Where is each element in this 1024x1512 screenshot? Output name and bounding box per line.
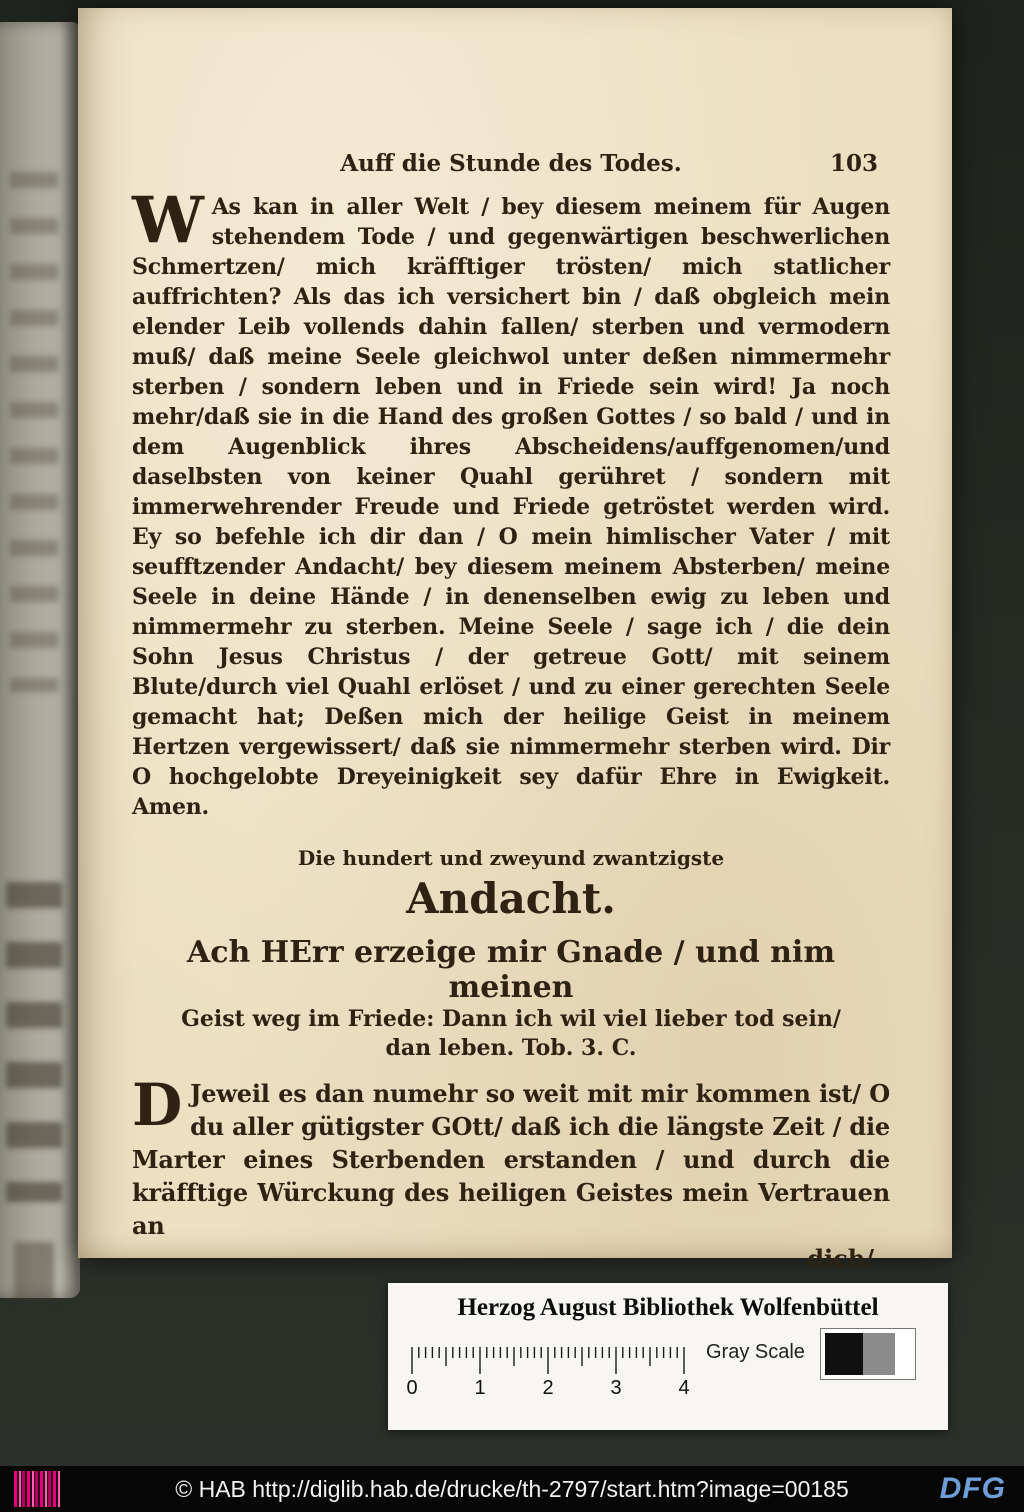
verse-line: Ach HErr erzeige mir Gnade / und nim meinen — [186, 935, 836, 1005]
ghost-bleedthrough-text — [10, 172, 58, 692]
drop-cap-w: W — [132, 183, 204, 258]
library-name: Herzog August Bibliothek Wolfenbüttel — [457, 1294, 879, 1321]
calibration-card — [388, 1283, 948, 1430]
devotion-text: Jeweil es dan numehr so weit mit mir kommen ist/ O du aller gütigster GOtt/ daß ich die längste Zeit / die Marter eines Sterbenden erstanden / und durch die kräfftige Würckung des heiligen Geistes mein Vertrauen an — [132, 1079, 890, 1240]
section-title: Andacht. — [406, 874, 616, 923]
previous-page-edge — [0, 22, 80, 1298]
ghost-bleedthrough-text — [6, 882, 62, 1202]
catchword: dich/ — [807, 1244, 874, 1273]
cm-ruler — [406, 1347, 700, 1401]
running-title: Auff die Stunde des Todes. — [340, 150, 682, 177]
ruler-number: 2 — [542, 1377, 554, 1399]
ruler-number: 0 — [406, 1377, 418, 1399]
ruler-number: 4 — [678, 1377, 690, 1399]
verse-line: Geist weg im Friede: Dann ich wil viel lieber tod sein/ — [181, 1006, 841, 1032]
gray-scale-label: Gray Scale — [706, 1341, 805, 1363]
verse-line: dan leben. Tob. 3. C. — [385, 1035, 637, 1061]
section-kicker: Die hundert und zweyund zwantzigste — [297, 846, 725, 870]
book-page — [78, 8, 952, 1273]
dfg-logo: DFG — [939, 1472, 1006, 1505]
prayer-paragraph — [132, 183, 890, 822]
footer-bar — [0, 1466, 1024, 1512]
copyright-url: © HAB http://diglib.hab.de/drucke/th-2797/start.htm?image=00185 — [175, 1475, 849, 1502]
gray-scale-patches — [820, 1328, 916, 1380]
ruler-number: 3 — [610, 1377, 622, 1399]
devotion-paragraph — [132, 1071, 890, 1242]
ghost-bleedthrough-text — [14, 1242, 54, 1302]
ruler-ticks — [410, 1347, 700, 1377]
black-patch — [825, 1333, 863, 1375]
color-calibration-bars — [14, 1471, 60, 1507]
ruler-number: 1 — [474, 1377, 486, 1399]
prayer-text: As kan in aller Welt / bey diesem meinem für Augen stehendem Tode / und gegenwärtigen beschwerlichen Schmertzen/ mich kräfftiger trösten/ mich statlicher auffrichten? Als das ich versichert bin / daß obgleich mein elender Leib vollends dahin fallen/ sterben und vermodern muß/ daß meine Seele gleichwol unter deßen nimmermehr sterben / sondern leben und in Friede sein wird! Ja noch mehr/daß sie in die Hand des großen Gottes / so bald / und in dem Augenblick ihres Abscheidens/auffgenomen/und daselbsten von keiner Quahl gerühret / sondern mit immerwehrender Freude und Friede getröstet werden wird. Ey so befehle ich dir dan / O mein himlischer Vater / mit seufftzender Andacht/ bey diesem meinem Absterben/ meine Seele in deine Hände / in denenselben ewig zu leben und nimmermehr zu sterben. Meine Seele / sage ich / die dein Sohn Jesus Christus / der getreue Gott/ mit seinem Blute/durch viel Quahl erlöset / und zu einer gerechten Seele gemacht hat; Deßen mich der heilige Geist in meinem Hertzen vergewissert/ daß sie nimmermehr sterben wird. Dir O hochgelobte Dreyeinigkeit sey dafür Ehre in Ewigkeit. Amen. — [132, 194, 890, 820]
page-number: 103 — [829, 150, 878, 177]
drop-cap-d: D — [132, 1071, 183, 1139]
gray-patch — [863, 1333, 895, 1375]
ruler-numbers — [406, 1377, 700, 1401]
page-header — [132, 150, 890, 180]
